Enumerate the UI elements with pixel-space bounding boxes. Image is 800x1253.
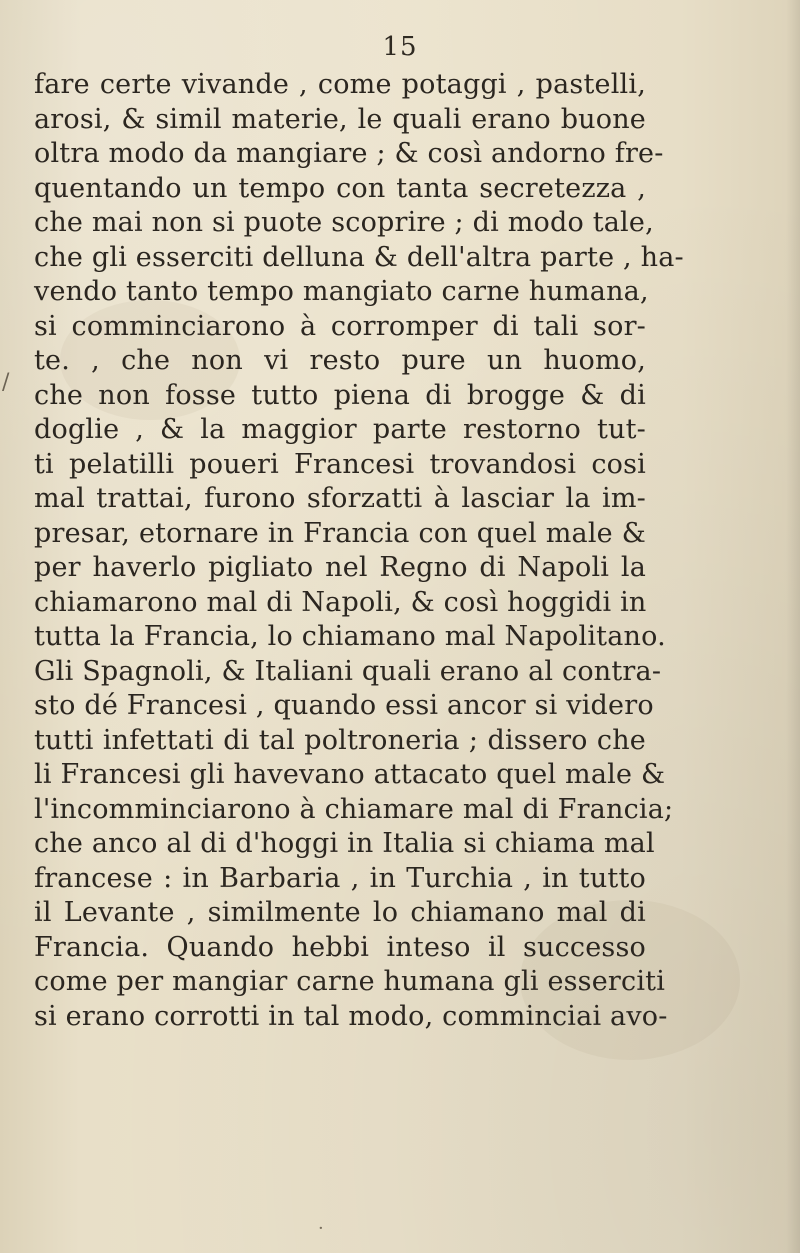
text-line: mal trattai, furono sforzatti à lasciar la im- [34, 483, 646, 514]
page-number: 15 [382, 32, 418, 62]
text-line: vendo tanto tempo mangiato carne humana, [34, 276, 649, 307]
text-line: che anco al di d'hoggi in Italia si chiama mal [34, 828, 655, 859]
text-line: si erano corrotti in tal modo, comminciai avo- [34, 1000, 668, 1032]
text-line: fare certe vivande , come potaggi , pastelli, [34, 69, 646, 100]
margin-mark: / [2, 370, 10, 395]
text-line: il Levante , similmente lo chiamano mal di [34, 897, 646, 928]
text-line: doglie , & la maggior parte restorno tut- [34, 414, 646, 445]
text-line: si comminciarono à corromper di tali sor- [34, 310, 646, 342]
text-line: sto dé Francesi , quando essi ancor si videro [34, 690, 654, 721]
text-line: per haverlo pigliato nel Regno di Napoli la [34, 552, 646, 583]
text-line: tutta la Francia, lo chiamano mal Napolitano. [34, 621, 666, 652]
text-line: ti pelatilli poueri Francesi trovandosi cosi [34, 448, 646, 480]
text-line: li Francesi gli havevano attacato quel male & [34, 759, 666, 790]
page-edge-shadow [786, 0, 800, 1253]
text-line: che gli esserciti delluna & dell'altra parte , ha- [34, 241, 684, 273]
text-line: l'incomminciarono à chiamare mal di Francia; [34, 793, 674, 825]
text-line: chiamarono mal di Napoli, & così hoggidi in [34, 586, 647, 618]
text-line: che non fosse tutto piena di brogge & di [34, 379, 646, 411]
bottom-mark: · [318, 1218, 324, 1239]
text-line: francese : in Barbaria , in Turchia , in tutto [34, 862, 646, 894]
text-line: quentando un tempo con tanta secretezza , [34, 172, 646, 204]
text-line: come per mangiar carne humana gli esserciti [34, 966, 666, 997]
text-line: arosi, & simil materie, le quali erano buone [34, 103, 646, 135]
text-line: presar, etornare in Francia con quel male & [34, 517, 646, 549]
body-text [34, 68, 684, 1034]
text-line: te. , che non vi resto pure un huomo, [34, 345, 646, 376]
text-line: oltra modo da mangiare ; & così andorno fre- [34, 138, 664, 169]
text-line: che mai non si puote scoprire ; di modo tale, [34, 207, 654, 238]
text-line: Francia. Quando hebbi inteso il successo [34, 931, 646, 963]
text-line: Gli Spagnoli, & Italiani quali erano al contra- [34, 655, 662, 687]
text-line: tutti infettati di tal poltroneria ; dissero che [34, 724, 646, 756]
